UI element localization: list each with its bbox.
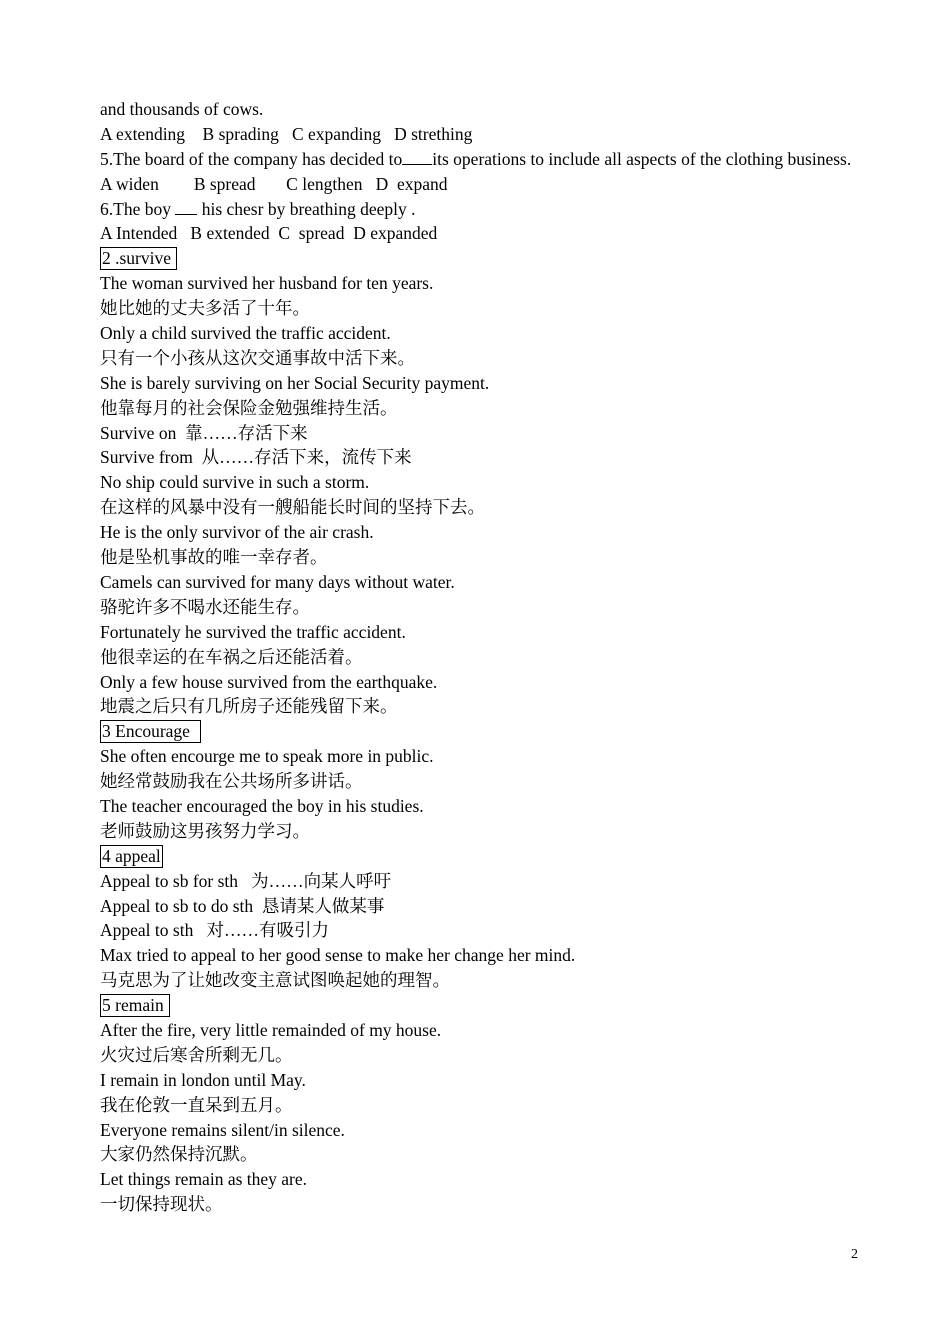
question-text: his chesr by breathing deeply . xyxy=(197,198,416,219)
text-line: 他靠每月的社会保险金勉强维持生活。 xyxy=(100,397,398,418)
text-line: 他是坠机事故的唯一幸存者。 xyxy=(100,547,328,568)
question-text: 5.The board of the company has decided to xyxy=(100,148,403,169)
text-line: 马克思为了让她改变主意试图唤起她的理智。 xyxy=(100,970,450,991)
text-line: 我在伦敦一直呆到五月。 xyxy=(100,1094,293,1115)
text-line: A Intended B extended C spread D expanded xyxy=(100,223,438,244)
heading-box: 3 Encourage xyxy=(102,721,199,742)
answer-blank xyxy=(402,147,432,165)
text-line: 大家仍然保持沉默。 xyxy=(100,1144,258,1165)
heading-box: 4 appeal xyxy=(102,845,161,866)
text-line: Max tried to appeal to her good sense to make her change her mind. xyxy=(100,945,576,966)
text-line: Camels can survived for many days without water. xyxy=(100,571,455,592)
text-line xyxy=(100,197,860,222)
text-line: Fortunately he survived the traffic accident. xyxy=(100,621,406,642)
text-line: He is the only survivor of the air crash. xyxy=(100,522,374,543)
text-line: I remain in london until May. xyxy=(100,1069,306,1090)
text-line: 地震之后只有几所房子还能残留下来。 xyxy=(100,696,398,717)
question-text: 6.The boy xyxy=(100,198,176,219)
text-line: 他很幸运的在车祸之后还能活着。 xyxy=(100,646,363,667)
text-line: and thousands of cows. xyxy=(100,99,264,119)
text-line: 骆驼许多不喝水还能生存。 xyxy=(100,596,310,617)
text-line: 只有一个小孩从这次交通事故中活下来。 xyxy=(100,347,415,368)
text-line: 她经常鼓励我在公共场所多讲话。 xyxy=(100,771,363,792)
text-line: The teacher encouraged the boy in his studies. xyxy=(100,795,424,816)
text-line: Let things remain as they are. xyxy=(100,1169,308,1190)
text-line: Only a few house survived from the earthquake. xyxy=(100,671,438,692)
page-number: 2 xyxy=(851,1247,858,1262)
question-text: its operations to include all aspects of the clothing business. xyxy=(432,148,852,169)
text-line: Appeal to sb to do sth 恳请某人做某事 xyxy=(100,895,385,916)
text-line: Survive on 靠……存活下来 xyxy=(100,422,308,443)
text-line: She is barely surviving on her Social Security payment. xyxy=(100,372,490,393)
heading-box: 5 remain xyxy=(102,995,169,1016)
text-line: Appeal to sth 对……有吸引力 xyxy=(100,920,329,941)
text-line: 火灾过后寒舍所剩无几。 xyxy=(100,1044,293,1065)
text-line: Only a child survived the traffic accident. xyxy=(100,323,391,344)
section-heading xyxy=(100,246,860,271)
text-line xyxy=(100,147,860,172)
heading-box: 2 .survive xyxy=(102,248,176,269)
text-line: 在这样的风暴中没有一艘船能长时间的坚持下去。 xyxy=(100,497,485,518)
text-line: 老师鼓励这男孩努力学习。 xyxy=(100,820,310,841)
answer-blank xyxy=(175,197,197,215)
text-line: After the fire, very little remainded of my house. xyxy=(100,1019,442,1040)
text-line: Appeal to sb for sth 为……向某人呼吁 xyxy=(100,870,392,891)
text-line: A extending B sprading C expanding D strething xyxy=(100,123,473,144)
text-line: Everyone remains silent/in silence. xyxy=(100,1119,345,1140)
text-line: No ship could survive in such a storm. xyxy=(100,472,370,493)
text-line: A widen B spread C lengthen D expand xyxy=(100,173,448,194)
text-line: 一切保持现状。 xyxy=(100,1194,223,1215)
section-heading xyxy=(100,993,860,1018)
text-line: Survive from 从……存活下来，流传下来 xyxy=(100,447,412,468)
section-heading xyxy=(100,719,860,744)
text-line: The woman survived her husband for ten years. xyxy=(100,273,434,294)
section-heading xyxy=(100,844,860,869)
text-line: She often encourge me to speak more in public. xyxy=(100,746,434,767)
page-content xyxy=(100,97,860,1217)
text-line: 她比她的丈夫多活了十年。 xyxy=(100,298,310,319)
